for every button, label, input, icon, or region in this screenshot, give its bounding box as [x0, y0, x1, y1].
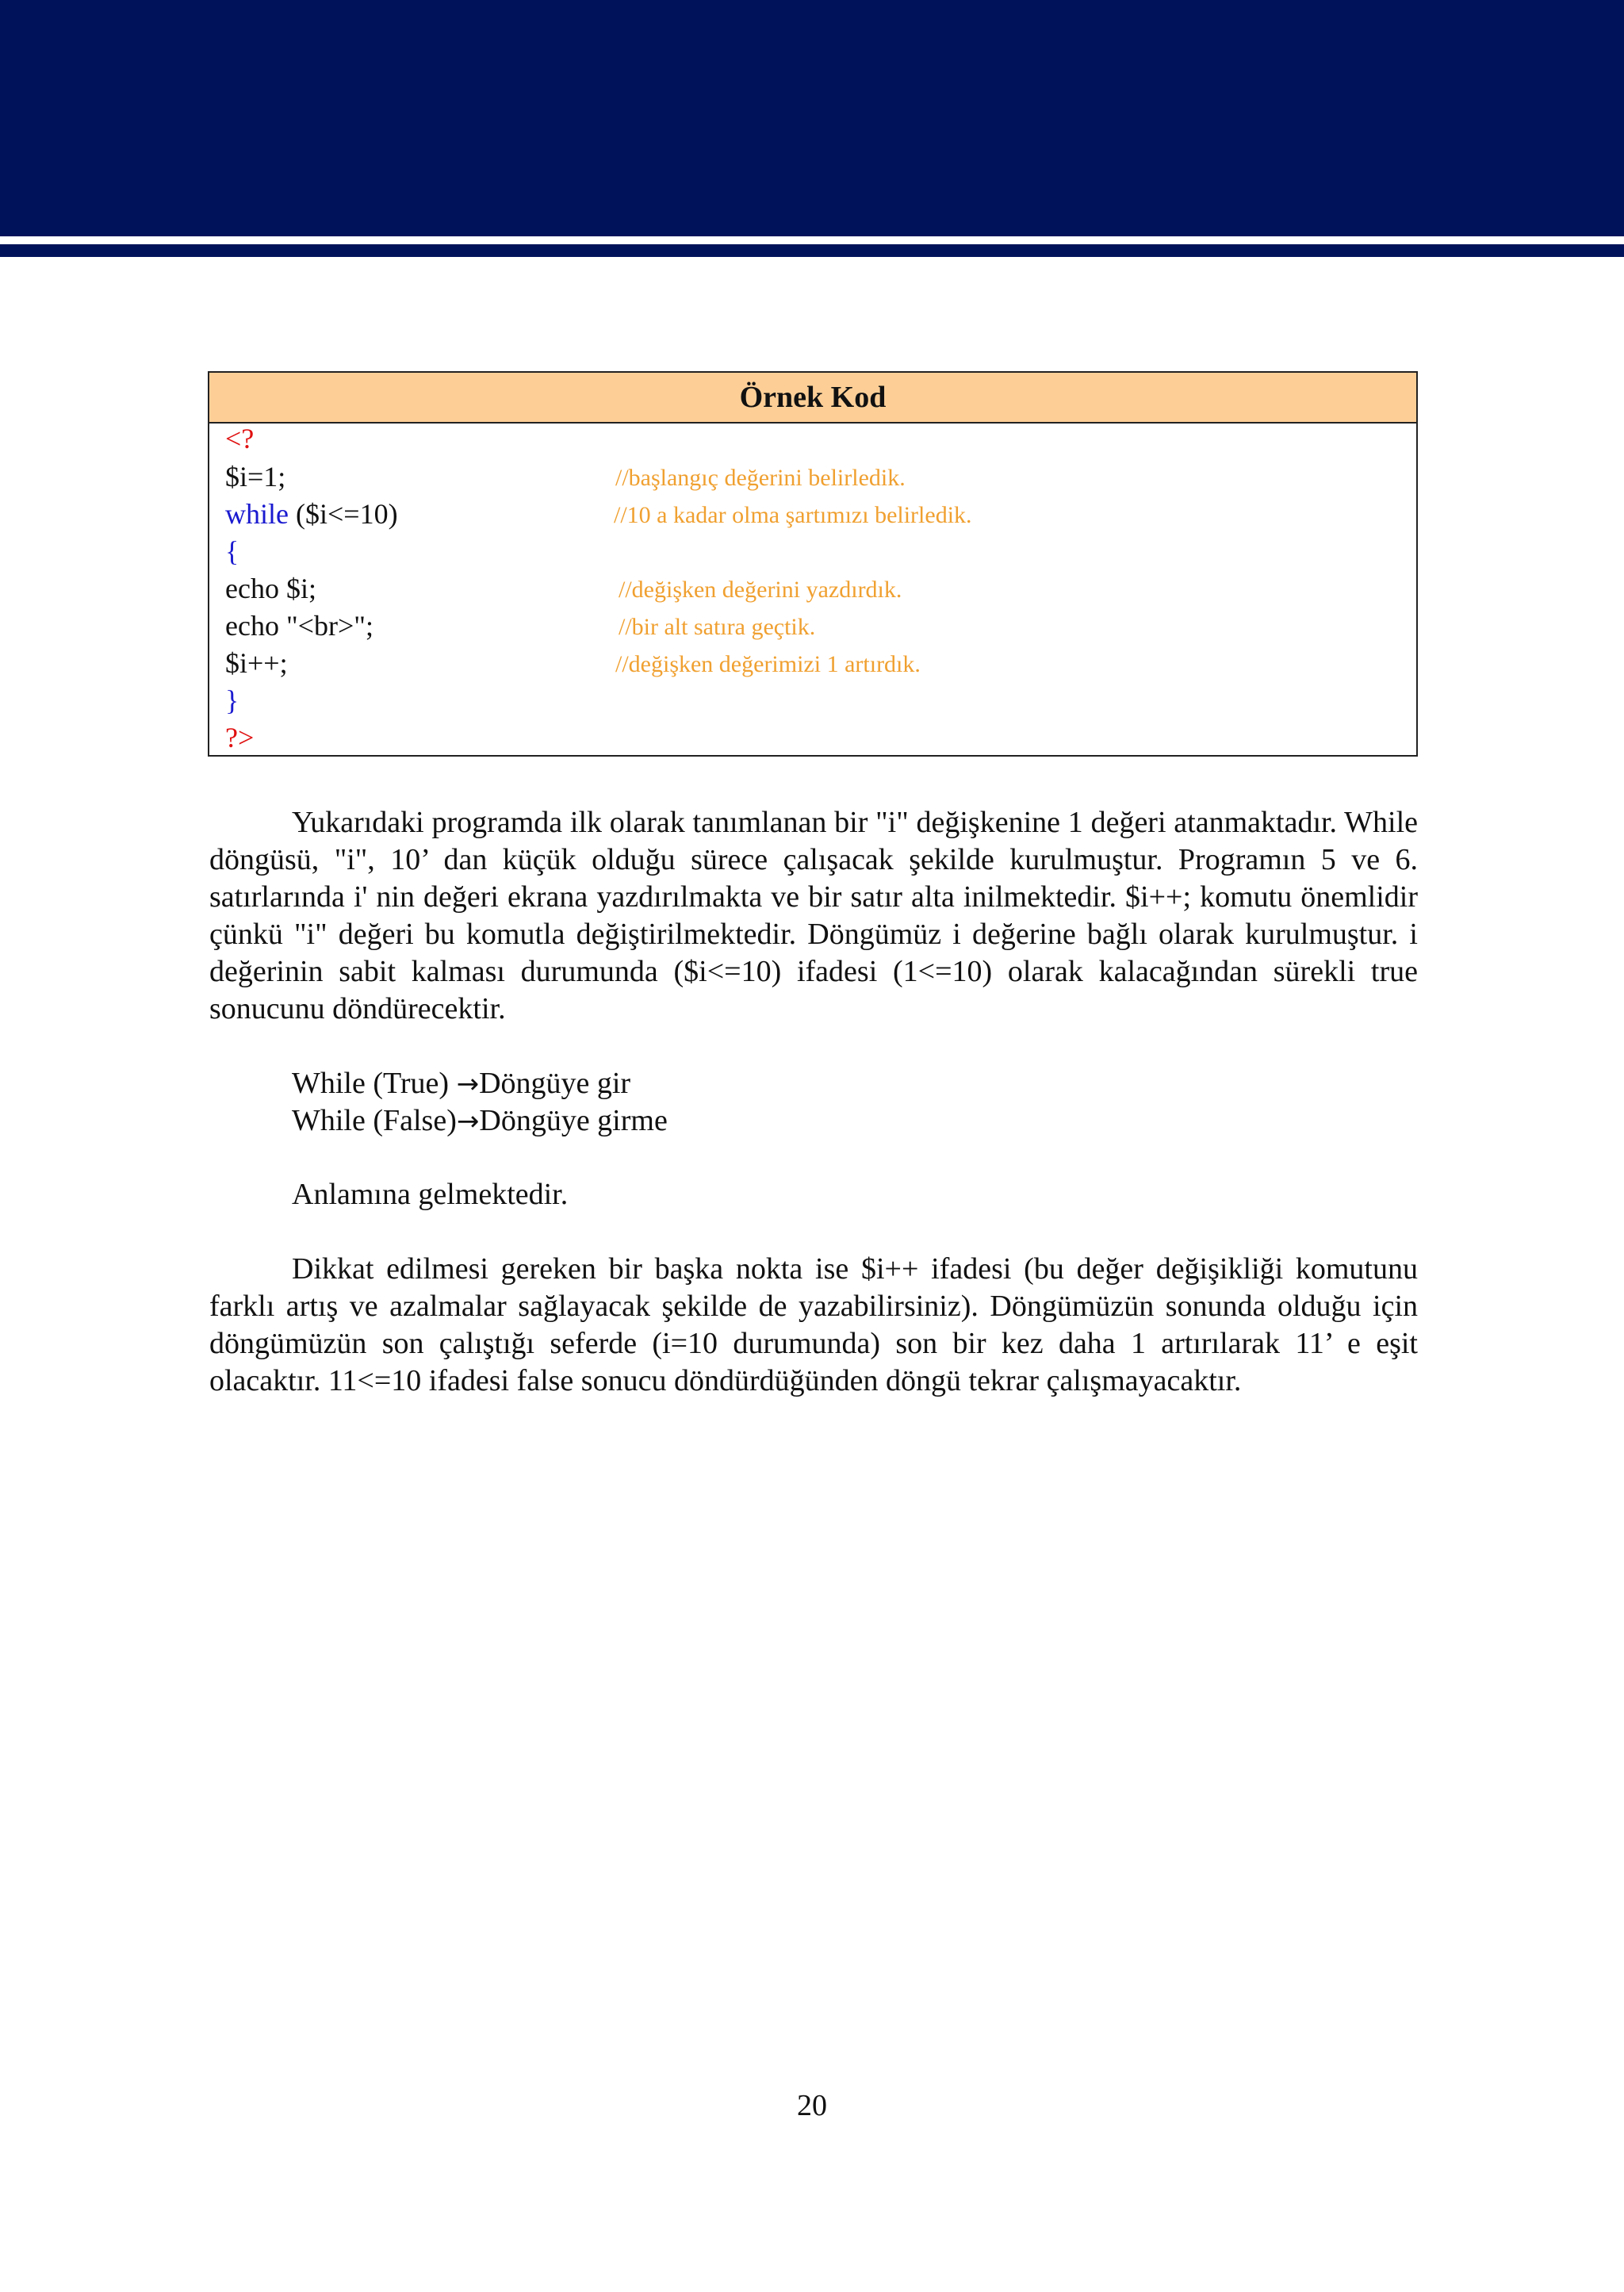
code-line-increment: $i++; [225, 647, 288, 679]
code-example-box [208, 371, 1418, 757]
code-line-echo-i: echo $i; [225, 573, 316, 604]
code-line-open-brace: { [225, 535, 239, 567]
code-line-while [225, 497, 398, 531]
code-box-title: Örnek Kod [209, 373, 1416, 424]
body-paragraph: Dikkat edilmesi gereken bir başka nokta ise $i++ ifadesi (bu değer değişikliği komutunu farklı artış ve azalmalar sağlayacak şekilde de yazabilirsiniz). Döngümüzün sonunda olduğu için döngümüzün son çalıştığı seferde (i=10 durumunda) son bir kez daha 1 artırılarak 11’ e eşit olacaktır. 11<=10 ifadesi false sonucu döndürdüğünden döngü tekrar çalışmayacaktır. [209, 1252, 1418, 1397]
code-comment: //10 a kadar olma şartımızı belirledik. [614, 502, 972, 528]
rule-line-true: While (True) →Döngüye gir [292, 1067, 631, 1100]
code-comment: //başlangıç değerini belirledik. [615, 465, 906, 491]
code-line-assign: $i=1; [225, 461, 286, 493]
code-keyword-while: while [225, 498, 289, 530]
code-line-echo-br: echo "<br>"; [225, 610, 373, 642]
code-comment: //değişken değerimizi 1 artırdık. [615, 651, 921, 677]
page-number: 20 [797, 2089, 827, 2122]
code-while-condition: ($i<=10) [288, 498, 398, 530]
code-line-close-brace: } [225, 684, 239, 716]
code-line-close-tag: ?> [225, 722, 255, 753]
body-paragraph: Yukarıdaki programda ilk olarak tanımlanan bir "i" değişkenine 1 değeri atanmaktadır. While döngüsü, "i", 10’ dan küçük olduğu sürece çalışacak şekilde kurulmuştur. Programın 5 ve 6. satırlarında i' nin değeri ekrana yazdırılmakta ve bir satır alta inilmektedir. $i++; komutu önemlidir çünkü "i" değeri bu komutla değiştirilmektedir. Döngümüz i değerine bağlı olarak kurulmuştur. i değerinin sabit kalması durumunda ($i<=10) ifadesi (1<=10) olarak kalacağından sürekli true sonucunu döndürecektir. [209, 806, 1418, 1025]
code-line-open-tag: <? [225, 423, 255, 454]
rule-line-false: While (False)→Döngüye girme [292, 1104, 668, 1137]
code-comment: //değişken değerini yazdırdık. [619, 577, 902, 603]
code-comment: //bir alt satıra geçtik. [619, 614, 816, 640]
body-paragraph: Anlamına gelmektedir. [292, 1178, 569, 1211]
header-stripe [0, 244, 1624, 257]
header-band [0, 0, 1624, 236]
